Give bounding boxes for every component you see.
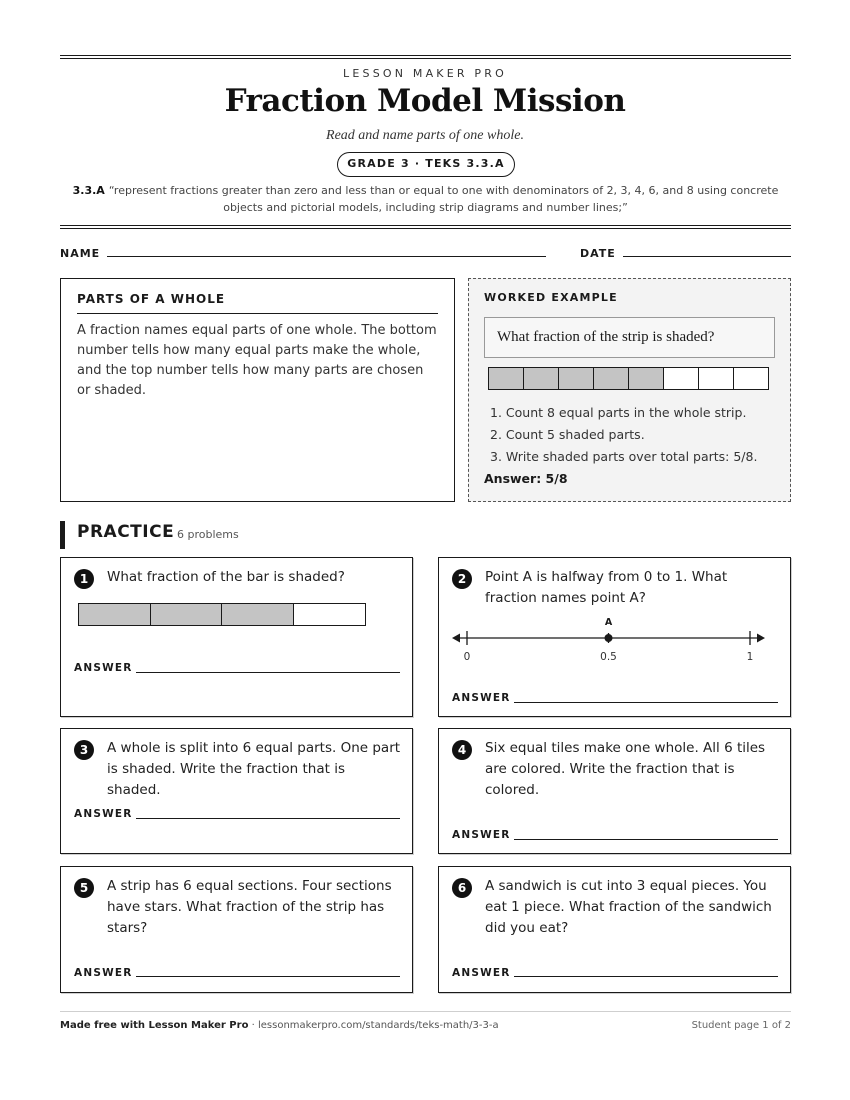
header-top-rule-2: [60, 58, 791, 59]
number-line-left-arrow: [452, 634, 460, 643]
number-line-point: [605, 634, 613, 642]
header-bottom-rule-2: [60, 228, 791, 229]
strip-part-shaded: [523, 367, 559, 390]
strip-part-shaded: [488, 367, 524, 390]
bar-part-empty: [293, 603, 366, 626]
footer-page-number: Student page 1 of 2: [691, 1020, 791, 1031]
parts-of-whole-title: PARTS OF A WHOLE: [77, 292, 438, 314]
strip-part-empty: [733, 367, 769, 390]
number-line-tick-label: 0: [463, 651, 471, 663]
problem-2-card: [438, 557, 791, 717]
answer-field[interactable]: [136, 672, 400, 673]
page-title: Fraction Model Mission: [224, 83, 626, 119]
strip-part-empty: [663, 367, 699, 390]
answer-label: ANSWER: [452, 692, 511, 704]
worked-example-title: WORKED EXAMPLE: [484, 291, 618, 304]
problem-number-badge: 2: [452, 569, 472, 589]
worked-example-answer: Answer: 5/8: [484, 471, 568, 486]
worked-example-step: 3. Write shaded parts over total parts: 5/8.: [490, 449, 758, 464]
worked-example-strip: [488, 367, 769, 390]
number-line-tick-label: 0.5: [600, 651, 617, 663]
date-field[interactable]: [623, 256, 791, 257]
worked-example-question: What fraction of the strip is shaded?: [484, 317, 775, 358]
answer-label: ANSWER: [74, 662, 133, 674]
problem-1-card: [60, 557, 413, 717]
worked-example-step: 1. Count 8 equal parts in the whole strip.: [490, 405, 747, 420]
footer-rule: [60, 1011, 791, 1012]
problem-number-badge: 3: [74, 740, 94, 760]
footer-credit: [60, 1020, 499, 1031]
practice-accent-bar: [60, 521, 65, 549]
brand-name: LESSON MAKER PRO: [343, 67, 507, 80]
bar-part-shaded: [221, 603, 294, 626]
strip-part-shaded: [593, 367, 629, 390]
worked-example-box: [468, 278, 791, 502]
problem-6-card: [438, 866, 791, 993]
strip-part-shaded: [558, 367, 594, 390]
standard-text: “represent fractions greater than zero and less than or equal to one with denominators of 2, 3, 4, 6, and 8 using concrete objects and pictorial models, including strip diagrams and number lines;”: [108, 184, 779, 214]
answer-label: ANSWER: [74, 967, 133, 979]
strip-part-empty: [698, 367, 734, 390]
problem-number-badge: 1: [74, 569, 94, 589]
footer-made-with: Made free with Lesson Maker Pro: [60, 1020, 249, 1031]
bar-part-shaded: [78, 603, 151, 626]
answer-field[interactable]: [136, 976, 400, 977]
bar-part-shaded: [150, 603, 223, 626]
answer-label: ANSWER: [452, 967, 511, 979]
answer-label: ANSWER: [452, 829, 511, 841]
name-label: NAME: [60, 247, 101, 260]
problem-text: A whole is split into 6 equal parts. One part is shaded. Write the fraction that is shaded.: [107, 740, 401, 798]
number-line-tick-label: 1: [746, 651, 754, 663]
problem-5-card: [60, 866, 413, 993]
problem-2-number-line: [439, 558, 792, 678]
answer-label: ANSWER: [74, 808, 133, 820]
standard-code: 3.3.A: [72, 184, 105, 197]
problem-3-card: [60, 728, 413, 854]
practice-count: 6 problems: [177, 528, 239, 541]
name-field[interactable]: [107, 256, 546, 257]
problem-text: Six equal tiles make one whole. All 6 tiles are colored. Write the fraction that is colored.: [485, 740, 766, 798]
problem-text: What fraction of the bar is shaded?: [107, 569, 345, 585]
answer-field[interactable]: [514, 702, 778, 703]
strip-part-shaded: [628, 367, 664, 390]
answer-field[interactable]: [514, 976, 778, 977]
answer-field[interactable]: [514, 839, 778, 840]
grade-badge: GRADE 3 · TEKS 3.3.A: [337, 152, 515, 177]
problem-number-badge: 4: [452, 740, 472, 760]
problem-text: A sandwich is cut into 3 equal pieces. You eat 1 piece. What fraction of the sandwich did you eat?: [485, 878, 772, 936]
parts-of-whole-box: [60, 278, 455, 502]
page-subtitle: Read and name parts of one whole.: [326, 128, 524, 143]
problem-4-card: [438, 728, 791, 854]
footer-url[interactable]: · lessonmakerpro.com/standards/teks-math/3-3-a: [248, 1020, 499, 1031]
problem-number-badge: 5: [74, 878, 94, 898]
number-line-point-label: A: [604, 617, 613, 628]
header-top-rule: [60, 55, 791, 56]
worked-example-step: 2. Count 5 shaded parts.: [490, 427, 645, 442]
problem-text: Point A is halfway from 0 to 1. What fraction names point A?: [485, 569, 728, 606]
answer-field[interactable]: [136, 818, 400, 819]
parts-of-whole-body: A fraction names equal parts of one whole. The bottom number tells how many equal parts make the whole, and the top number tells how many parts are chosen or shaded.: [77, 323, 437, 398]
worked-example-steps: [490, 402, 757, 468]
practice-title: PRACTICE: [77, 522, 175, 542]
problem-text: A strip has 6 equal sections. Four sections have stars. What fraction of the strip has stars?: [107, 878, 392, 936]
header-bottom-rule: [60, 225, 791, 226]
problem-number-badge: 6: [452, 878, 472, 898]
number-line-right-arrow: [757, 634, 765, 643]
date-label: DATE: [580, 247, 616, 260]
standard-description: [60, 182, 791, 216]
problem-1-bar: [78, 603, 366, 626]
